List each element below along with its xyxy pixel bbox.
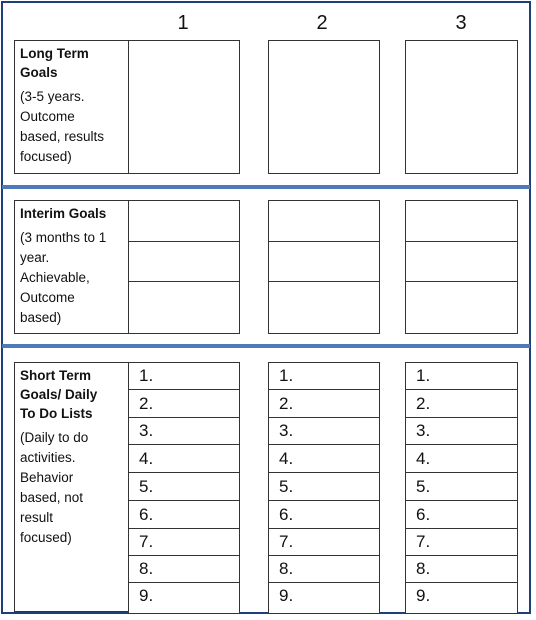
short-term-item-col2-3[interactable]: 3. — [269, 418, 379, 445]
long-term-goal-cell-1[interactable] — [128, 40, 240, 174]
long-term-goal-cell-2[interactable] — [268, 40, 380, 174]
short-term-item-col3-9[interactable]: 9. — [416, 586, 431, 605]
short-term-list-column-1 — [128, 362, 240, 614]
short-term-item-col1-5[interactable]: 5. — [129, 473, 239, 501]
interim-goal-cell-col3-row3[interactable] — [405, 281, 518, 334]
short-term-item-col3-1[interactable]: 1. — [406, 363, 517, 390]
short-term-description: (Daily to do activities. Behavior based, not result focused) — [20, 430, 89, 545]
short-term-item-col1-9[interactable]: 9. — [139, 586, 154, 605]
short-term-list-column-2 — [268, 362, 380, 614]
interim-goal-cell-col2-row3[interactable] — [268, 281, 380, 334]
long-term-description: (3-5 years. Outcome based, results focused) — [20, 89, 105, 164]
short-term-item-col2-4[interactable]: 4. — [269, 445, 379, 473]
short-term-item-col1-4[interactable]: 4. — [129, 445, 239, 473]
short-term-item-col1-3[interactable]: 3. — [129, 418, 239, 445]
interim-goal-cell-col3-row1[interactable] — [405, 200, 518, 242]
section-divider — [2, 185, 530, 189]
short-term-item-col2-9[interactable]: 9. — [279, 586, 294, 605]
short-term-item-col2-1[interactable]: 1. — [269, 363, 379, 390]
short-term-item-col1-8[interactable]: 8. — [129, 556, 239, 583]
column-header-3: 3 — [455, 12, 467, 34]
long-term-goal-cell-3[interactable] — [405, 40, 518, 174]
short-term-item-col3-6[interactable]: 6. — [406, 501, 517, 529]
interim-goal-cell-col2-row1[interactable] — [268, 200, 380, 242]
short-term-item-col2-2[interactable]: 2. — [269, 390, 379, 418]
column-header-2: 2 — [316, 12, 328, 34]
short-term-item-col3-8[interactable]: 8. — [406, 556, 517, 583]
short-term-item-col3-4[interactable]: 4. — [406, 445, 517, 473]
interim-goal-cell-col1-row1[interactable] — [128, 200, 240, 242]
interim-goal-cell-col1-row3[interactable] — [128, 281, 240, 334]
short-term-item-col3-3[interactable]: 3. — [406, 418, 517, 445]
short-term-item-col3-7[interactable]: 7. — [406, 529, 517, 556]
column-header-1: 1 — [177, 12, 189, 34]
short-term-item-col3-2[interactable]: 2. — [406, 390, 517, 418]
long-term-heading: Long Term Goals — [20, 46, 89, 80]
short-term-item-col1-2[interactable]: 2. — [129, 390, 239, 418]
short-term-label-box — [14, 362, 128, 612]
section-divider — [2, 344, 530, 348]
short-term-item-col2-7[interactable]: 7. — [269, 529, 379, 556]
interim-goal-cell-col1-row2[interactable] — [128, 241, 240, 282]
long-term-label-box — [14, 40, 128, 174]
short-term-item-col3-5[interactable]: 5. — [406, 473, 517, 501]
interim-description: (3 months to 1 year. Achievable, Outcome based) — [20, 230, 107, 325]
short-term-heading: Short Term Goals/ Daily To Do Lists — [20, 368, 98, 421]
short-term-item-col1-1[interactable]: 1. — [129, 363, 239, 390]
interim-heading: Interim Goals — [20, 206, 107, 221]
short-term-item-col2-8[interactable]: 8. — [269, 556, 379, 583]
short-term-item-col1-7[interactable]: 7. — [129, 529, 239, 556]
interim-goal-cell-col2-row2[interactable] — [268, 241, 380, 282]
interim-label-box — [14, 200, 128, 334]
short-term-item-col2-6[interactable]: 6. — [269, 501, 379, 529]
short-term-list-column-3 — [405, 362, 518, 614]
short-term-item-col1-6[interactable]: 6. — [129, 501, 239, 529]
short-term-item-col2-5[interactable]: 5. — [269, 473, 379, 501]
interim-goal-cell-col3-row2[interactable] — [405, 241, 518, 282]
